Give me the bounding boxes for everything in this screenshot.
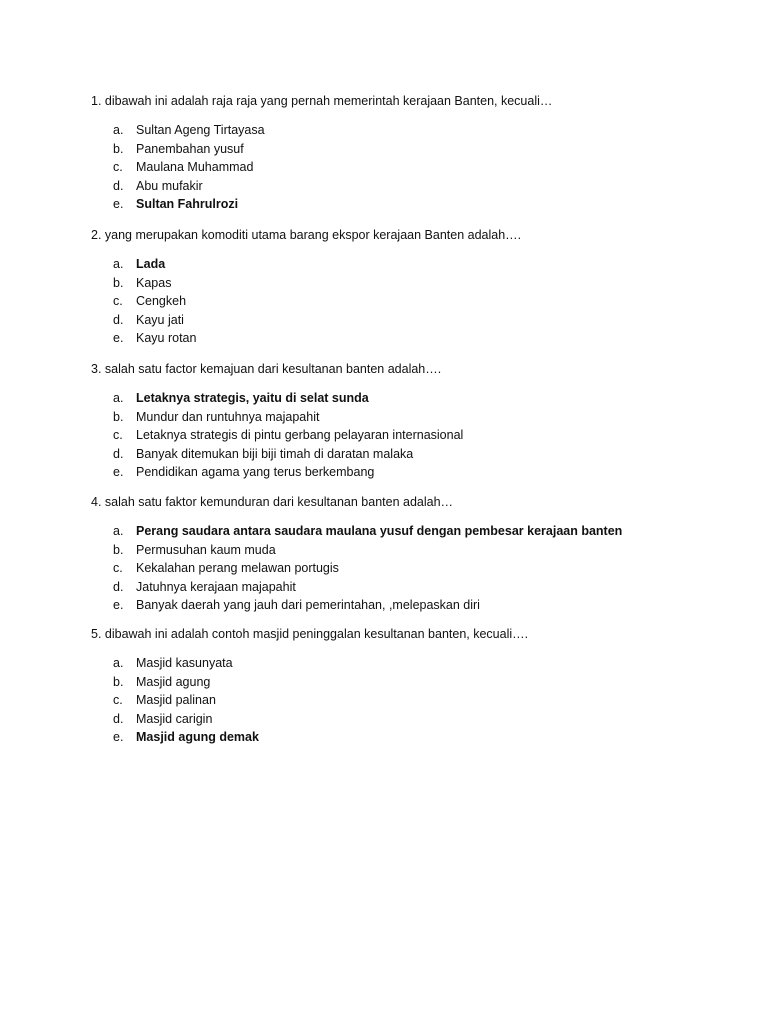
option-letter: e. — [113, 197, 124, 212]
option-text: Cengkeh — [136, 294, 187, 309]
option-a — [91, 654, 731, 673]
option-letter: b. — [113, 409, 124, 424]
option-b — [91, 274, 731, 293]
question-text: 5. dibawah ini adalah contoh masjid peninggalan kesultanan banten, kecuali…. — [91, 627, 529, 641]
option-a — [91, 522, 731, 541]
option-letter: a. — [113, 123, 124, 137]
option-text: Kekalahan perang melawan portugis — [136, 561, 339, 576]
option-text: Permusuhan kaum muda — [136, 542, 276, 557]
option-letter: c. — [113, 294, 123, 309]
option-letter: a. — [113, 391, 124, 405]
question-3 — [91, 361, 731, 482]
option-text: Banyak ditemukan biji biji timah di daratan malaka — [136, 446, 414, 461]
question-text: 1. dibawah ini adalah raja raja yang pernah memerintah kerajaan Banten, kecuali… — [91, 94, 553, 108]
option-e — [91, 728, 731, 747]
option-e — [91, 329, 731, 348]
option-b — [91, 140, 731, 159]
option-letter: b. — [113, 141, 124, 156]
option-text: Kayu rotan — [136, 331, 197, 346]
option-text: Pendidikan agama yang terus berkembang — [136, 465, 375, 480]
answer-options — [91, 121, 731, 214]
option-letter: e. — [113, 598, 124, 613]
option-text: Perang saudara antara saudara maulana yusuf dengan pembesar kerajaan banten — [136, 524, 623, 538]
option-text: Abu mufakir — [136, 178, 203, 193]
option-e — [91, 195, 731, 214]
option-letter: b. — [113, 275, 124, 290]
option-letter: d. — [113, 711, 124, 726]
question-text: 3. salah satu factor kemajuan dari kesultanan banten adalah…. — [91, 362, 442, 376]
option-letter: c. — [113, 693, 123, 708]
option-d — [91, 445, 731, 464]
option-a — [91, 121, 731, 140]
question-5 — [91, 626, 731, 747]
option-text: Panembahan yusuf — [136, 141, 244, 156]
option-text: Kayu jati — [136, 312, 184, 327]
option-d — [91, 311, 731, 330]
option-text: Masjid agung demak — [136, 730, 259, 745]
option-letter: b. — [113, 542, 124, 557]
option-text: Masjid palinan — [136, 693, 216, 708]
option-letter: b. — [113, 674, 124, 689]
question-text: 4. salah satu faktor kemunduran dari kesultanan banten adalah… — [91, 495, 454, 509]
option-c — [91, 691, 731, 710]
answer-options — [91, 654, 731, 747]
option-b — [91, 541, 731, 560]
option-letter: d. — [113, 579, 124, 594]
option-e — [91, 463, 731, 482]
option-text: Masjid kasunyata — [136, 656, 233, 670]
option-text: Maulana Muhammad — [136, 160, 254, 175]
option-d — [91, 578, 731, 597]
option-letter: d. — [113, 178, 124, 193]
option-letter: c. — [113, 160, 123, 175]
option-text: Sultan Ageng Tirtayasa — [136, 123, 265, 137]
answer-options — [91, 522, 731, 615]
option-c — [91, 426, 731, 445]
answer-options — [91, 389, 731, 482]
option-b — [91, 673, 731, 692]
question-4 — [91, 494, 731, 615]
option-text: Banyak daerah yang jauh dari pemerintahan, ,melepaskan diri — [136, 598, 480, 613]
option-letter: d. — [113, 446, 124, 461]
option-b — [91, 408, 731, 427]
option-a — [91, 389, 731, 408]
option-c — [91, 158, 731, 177]
option-text: Lada — [136, 257, 166, 271]
option-text: Masjid carigin — [136, 711, 213, 726]
question-text: 2. yang merupakan komoditi utama barang ekspor kerajaan Banten adalah…. — [91, 228, 522, 242]
option-text: Jatuhnya kerajaan majapahit — [136, 579, 296, 594]
option-letter: c. — [113, 561, 123, 576]
option-text: Sultan Fahrulrozi — [136, 197, 239, 212]
option-letter: a. — [113, 524, 124, 538]
option-text: Letaknya strategis di pintu gerbang pelayaran internasional — [136, 428, 464, 443]
option-d — [91, 710, 731, 729]
option-e — [91, 596, 731, 615]
option-letter: e. — [113, 465, 124, 480]
option-text: Kapas — [136, 275, 172, 290]
answer-options — [91, 255, 731, 348]
option-letter: e. — [113, 730, 124, 745]
question-2 — [91, 227, 731, 348]
option-a — [91, 255, 731, 274]
option-text: Masjid agung — [136, 674, 211, 689]
option-letter: d. — [113, 312, 124, 327]
option-letter: e. — [113, 331, 124, 346]
option-text: Mundur dan runtuhnya majapahit — [136, 409, 320, 424]
option-letter: a. — [113, 656, 124, 670]
question-1 — [91, 93, 731, 214]
option-c — [91, 559, 731, 578]
option-letter: a. — [113, 257, 124, 271]
option-letter: c. — [113, 428, 123, 443]
option-text: Letaknya strategis, yaitu di selat sunda — [136, 391, 369, 405]
option-d — [91, 177, 731, 196]
option-c — [91, 292, 731, 311]
